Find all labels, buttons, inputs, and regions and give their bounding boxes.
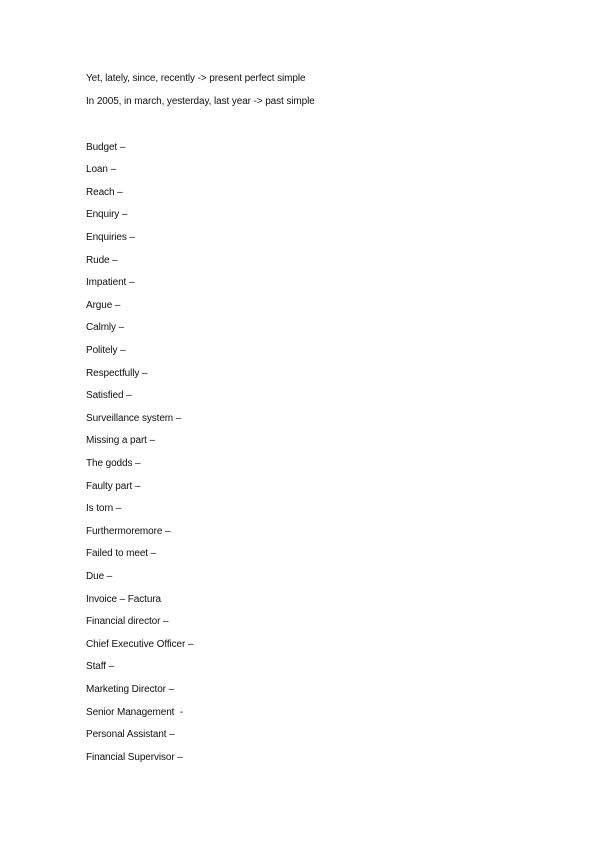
vocab-item: Impatient – (86, 277, 135, 288)
vocab-item: Senior Management - (86, 707, 183, 718)
vocab-item: Respectfully – (86, 368, 148, 379)
vocab-item: Politely – (86, 345, 126, 356)
vocab-item: Loan – (86, 164, 116, 175)
vocab-item: Chief Executive Officer – (86, 639, 194, 650)
vocab-item: Reach – (86, 187, 123, 198)
vocab-item: Argue – (86, 300, 121, 311)
vocab-item: Invoice – Factura (86, 594, 162, 605)
vocab-item: Budget – (86, 142, 126, 153)
vocab-item: Furthermoremore – (86, 526, 171, 537)
vocab-item: Surveillance system – (86, 413, 182, 424)
vocab-item: Financial Supervisor – (86, 752, 183, 763)
vocab-item: Staff – (86, 661, 115, 672)
vocab-item: Personal Assistant – (86, 729, 175, 740)
vocab-item: Missing a part – (86, 435, 155, 446)
vocab-item: Calmly – (86, 322, 125, 333)
vocab-item: Due – (86, 571, 113, 582)
vocab-item: Is torn – (86, 503, 122, 514)
vocab-item: Enquiry – (86, 209, 128, 220)
rule-past-simple: In 2005, in march, yesterday, last year -> past simple (86, 96, 315, 107)
vocab-item: Faulty part – (86, 481, 141, 492)
vocab-item: Enquiries – (86, 232, 135, 243)
vocab-item: Failed to meet – (86, 548, 157, 559)
vocab-item: Rude – (86, 255, 118, 266)
vocab-item: Financial director – (86, 616, 169, 627)
vocab-item: The godds – (86, 458, 141, 469)
vocab-item: Satisfied – (86, 390, 132, 401)
rule-present-perfect: Yet, lately, since, recently -> present perfect simple (86, 73, 306, 84)
vocab-item: Marketing Director – (86, 684, 175, 695)
